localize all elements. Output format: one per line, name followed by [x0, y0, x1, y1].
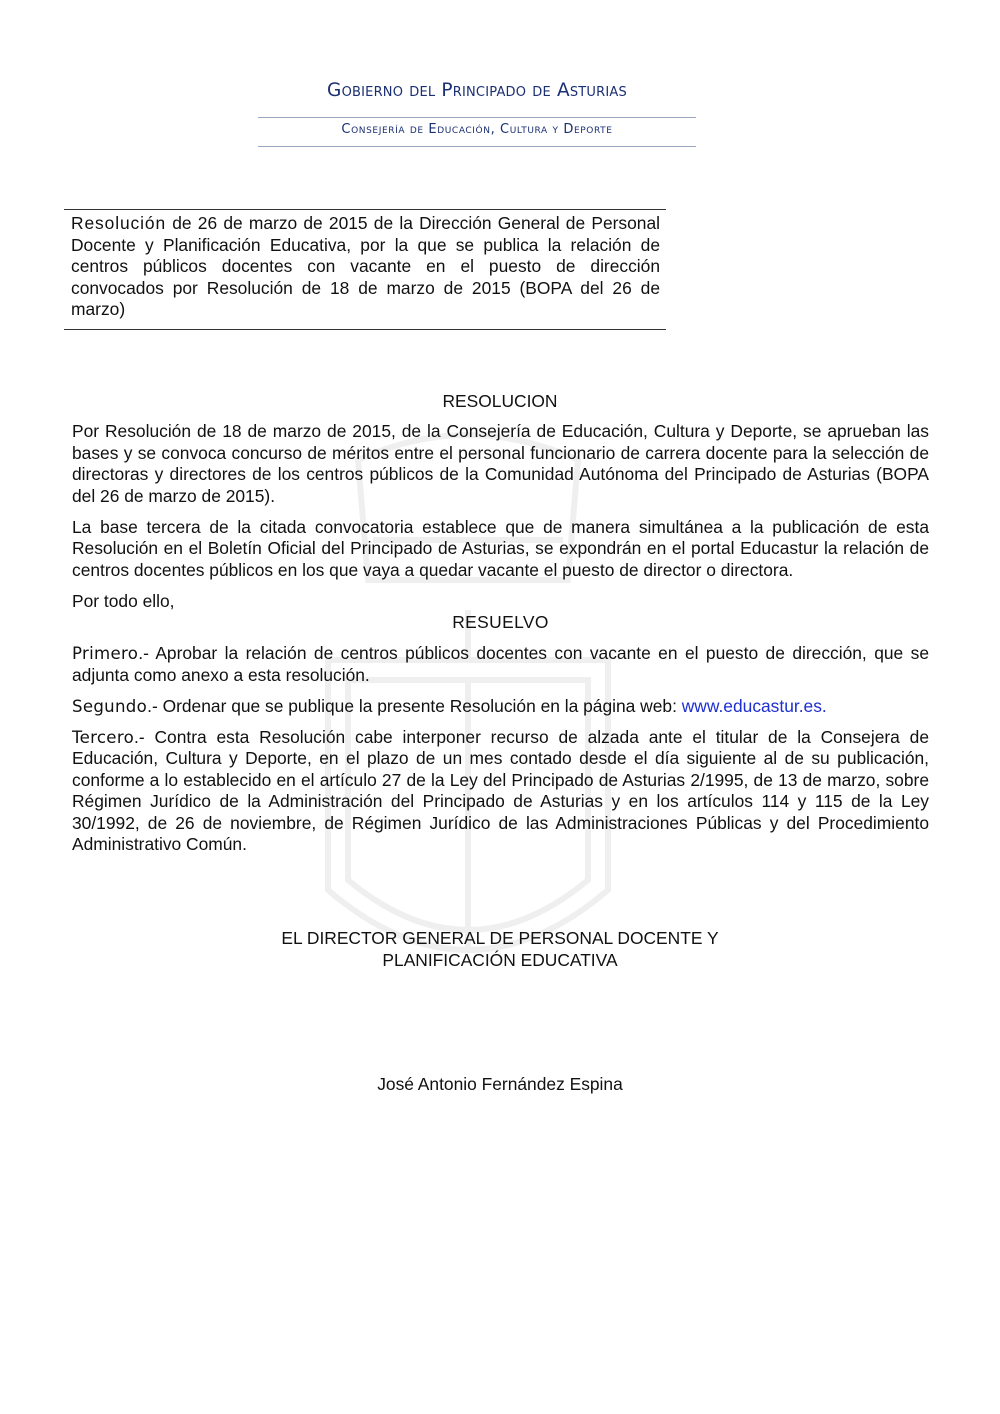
clause-primero — [72, 643, 929, 686]
header-rule-top — [258, 117, 696, 118]
clause-segundo-text: .- Ordenar que se publique la presente Resolución en la página web: — [147, 695, 682, 716]
paragraph-base-tercera: La base tercera de la citada convocatoria establece que de manera simultánea a la publicación de esta Resolución en el Boletín Oficial del Principado de Asturias, se expondrán en el portal Educastur la relación de centros docentes públicos en los que vaya a quedar vacante el puesto de director o directora. — [72, 516, 929, 580]
clause-primero-label: Primero — [72, 644, 139, 663]
resuelvo-heading: RESUELVO — [452, 612, 549, 632]
document-body — [72, 421, 929, 865]
government-title: Gobierno del Principado de Asturias — [327, 80, 627, 101]
signer-title-line-1: EL DIRECTOR GENERAL DE PERSONAL DOCENTE Y — [281, 928, 719, 948]
resolution-heading: RESOLUCION — [442, 391, 558, 411]
summary-text: de 26 de marzo de 2015 de la Dirección General de Personal Docente y Planificación Educativa, por la que se publica la relación de centros públicos docentes con vacante en el puesto de dirección convocados por Resolución de 18 de marzo de 2015 (BOPA del 26 de marzo) — [71, 213, 660, 320]
summary-lead-word: Resolución — [71, 213, 167, 233]
clause-tercero-text: .- Contra esta Resolución cabe interponer recurso de alzada ante el titular de la Consejera de Educación, Cultura y Deporte, en el plazo de un mes contado desde el día siguiente al de su publicación, conforme a lo establecido en el artículo 27 de la Ley del Principado de Asturias 2/1995, de 13 de marzo, sobre Régimen Jurídico de la Administración del Principado de Asturias y en los artículos 114 y 115 de la Ley 30/1992, de 26 de noviembre, de Régimen Jurídico de las Administraciones Públicas y del Procedimiento Administrativo Común. — [72, 726, 929, 854]
clause-segundo — [72, 696, 929, 718]
clause-primero-text: .- Aprobar la relación de centros públicos docentes con vacante en el puesto de dirección, que se adjunta como anexo a esta resolución. — [72, 643, 929, 685]
signer-title-line-2: PLANIFICACIÓN EDUCATIVA — [382, 949, 618, 970]
department-name: Consejería de Educación, Cultura y Deporte — [341, 122, 613, 137]
signer-title — [72, 928, 928, 971]
clause-segundo-label: Segundo — [72, 696, 148, 716]
paragraph-por-todo-ello: Por todo ello, — [72, 590, 175, 611]
resolution-summary — [64, 209, 666, 330]
educastur-link[interactable]: www.educastur.es. — [681, 695, 827, 716]
header-rule-bottom — [258, 146, 696, 147]
clause-tercero — [72, 727, 929, 856]
signer-name: José Antonio Fernández Espina — [377, 1074, 623, 1094]
paragraph-convocatoria: Por Resolución de 18 de marzo de 2015, de la Consejería de Educación, Cultura y Deporte, se aprueban las bases y se convoca concurso de méritos entre el personal funcionario de carrera docente para la selección de directoras y directores de los centros públicos de la Comunidad Autónoma del Principado de Asturias (BOPA del 26 de marzo de 2015). — [72, 421, 929, 506]
clause-tercero-label: Tercero — [72, 727, 135, 747]
